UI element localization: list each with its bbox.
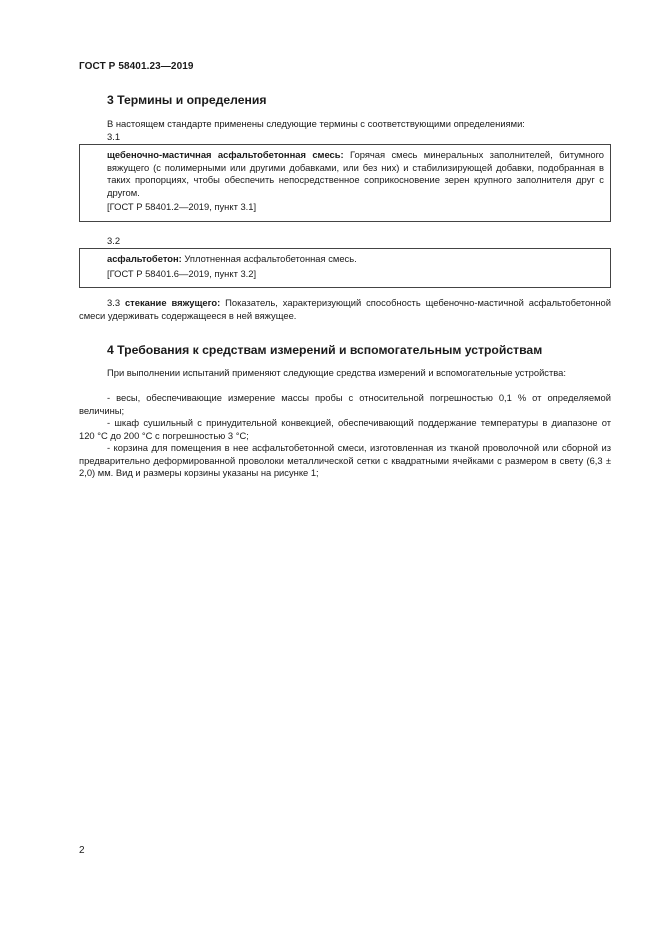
term-3-2-definition: Уплотненная асфальтобетонная смесь. <box>181 253 357 264</box>
section-3-heading: 3 Термины и определения <box>107 93 267 107</box>
section-4-list-item: - корзина для помещения в нее асфальтобетонной смеси, изготовленная из тканой проволочной или сборной из предварительно деформированной проволоки металлической сетки с квадратными ячейками с размером в свету (6,3 ± 2,0) мм. Вид и размеры корзины указаны на рисунке 1; <box>79 442 611 479</box>
section-4-list-item: - шкаф сушильный с принудительной конвекцией, обеспечивающий поддержание температуры в диапазоне от 120 °С до 200 °С с погрешностью 3 °С; <box>79 417 611 441</box>
section-4-list-item: - весы, обеспечивающие измерение массы пробы с относительной погрешностью 0,1 % от определяемой величины; <box>79 392 611 416</box>
term-3-1-reference: [ГОСТ Р 58401.2—2019, пункт 3.1] <box>107 201 257 213</box>
term-3-3-name: стекание вяжущего: <box>124 297 221 308</box>
term-3-2-number: 3.2 <box>107 235 121 246</box>
term-3-1-definition: Горячая смесь минеральных заполнителей, битумного вяжущего (с полимерными или другими добавками, или без них) и стабилизирующей добавки, подобранная в таких пропорциях, чтобы обеспечить непосредственное соприкосновение зерен крупного заполнителя друг с другом. <box>107 149 605 198</box>
term-3-2-box <box>79 248 611 288</box>
term-3-3-paragraph <box>79 297 611 322</box>
term-3-1-name: щебеночно-мастичная асфальтобетонная смесь: <box>107 149 344 160</box>
term-3-1-number: 3.1 <box>107 131 121 142</box>
term-3-2-text <box>107 253 604 266</box>
term-3-1-box <box>79 144 611 222</box>
term-3-2-name: асфальтобетон: <box>107 253 182 264</box>
section-4-paragraph: При выполнении испытаний применяют следующие средства измерений и вспомогательные устройства: <box>107 367 566 378</box>
section-3-intro: В настоящем стандарте применены следующие термины с соответствующими определениями: <box>107 118 525 129</box>
document-code: ГОСТ Р 58401.23—2019 <box>79 61 194 72</box>
term-3-1-text <box>107 149 604 199</box>
page-number: 2 <box>79 845 85 856</box>
section-4-heading: 4 Требования к средствам измерений и вспомогательным устройствам <box>107 343 543 357</box>
term-3-3-number: 3.3 <box>107 297 125 308</box>
term-3-3-definition: Показатель, характеризующий способность щебеночно-мастичной асфальтобетонной смеси удерживать содержащееся в ней вяжущее. <box>79 297 611 321</box>
term-3-2-reference: [ГОСТ Р 58401.6—2019, пункт 3.2] <box>107 267 257 279</box>
